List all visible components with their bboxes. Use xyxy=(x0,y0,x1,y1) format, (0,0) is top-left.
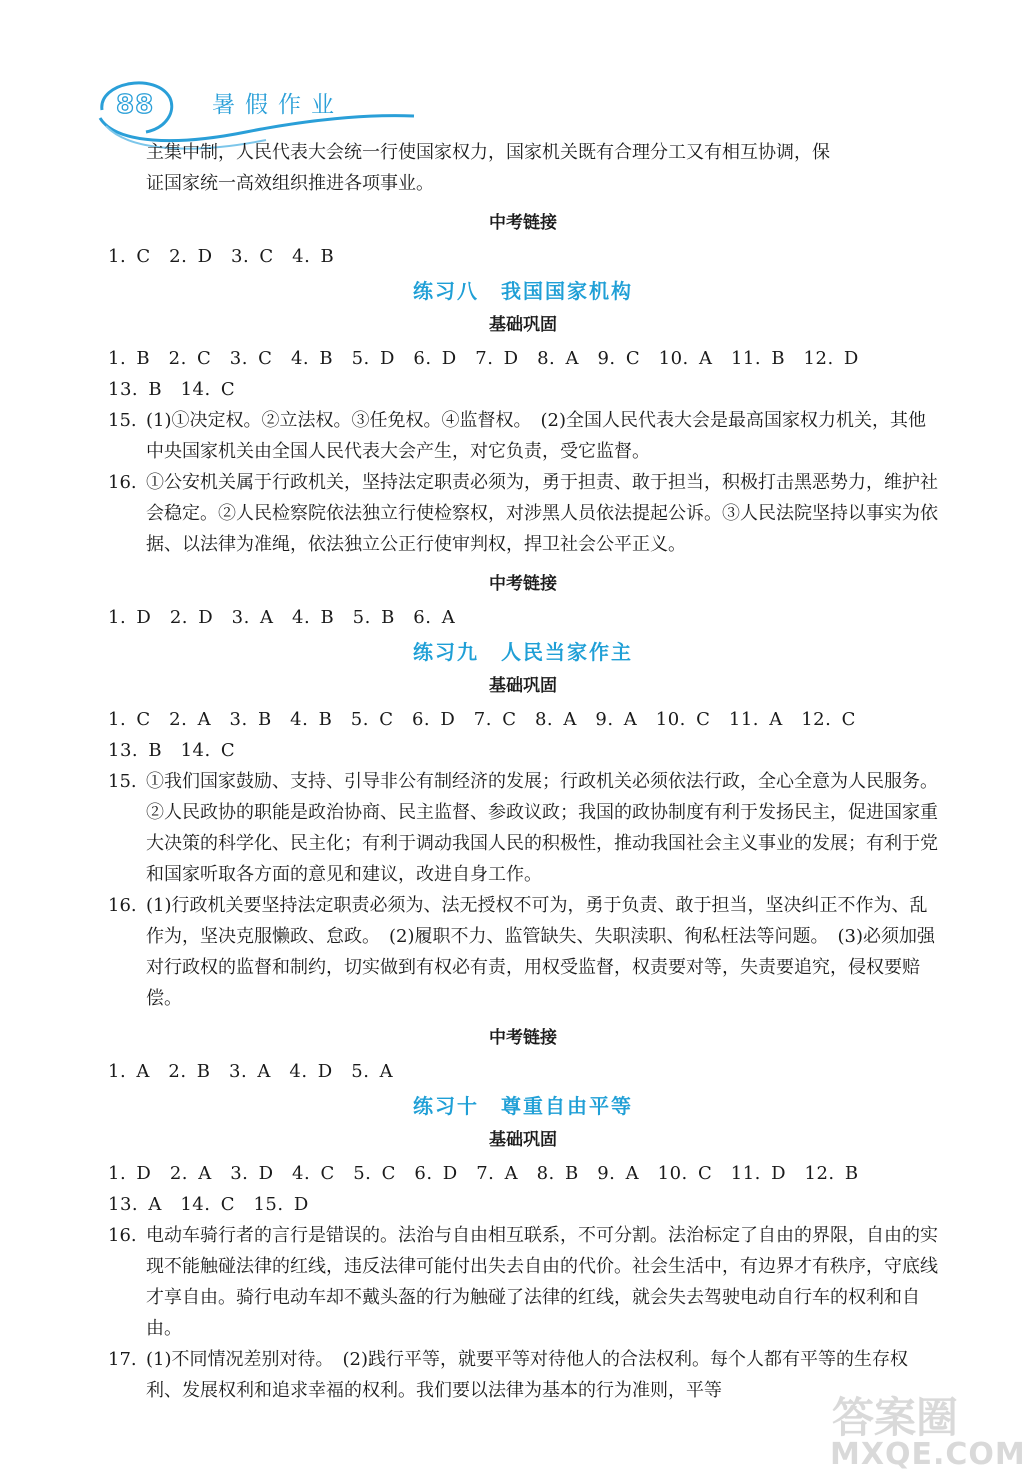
answer-row: 13. A 14. C 15. D xyxy=(108,1194,309,1215)
question-item xyxy=(108,405,938,467)
subsection-heading: 中考链接 xyxy=(489,1028,557,1048)
answer-content xyxy=(108,137,938,1406)
subsection-heading: 中考链接 xyxy=(489,213,557,233)
question-item xyxy=(108,1344,938,1406)
question-item xyxy=(108,467,938,560)
answer-row: 1. D 2. A 3. D 4. C 5. C 6. D 7. A 8. B 9. A 10. C 11. D 12. B xyxy=(108,1163,859,1184)
section-title: 练习九 人民当家作主 xyxy=(413,640,633,664)
subsection-heading: 基础巩固 xyxy=(489,315,557,335)
answer-row: 13. B 14. C xyxy=(108,379,236,400)
book-title: 暑假作业 xyxy=(212,92,344,118)
question-answer: (1)不同情况差别对待。 (2)践行平等，就要平等对待他人的合法权利。每个人都有平等的生存权利、发展权利和追求幸福的权利。我们要以法律为基本的行为准则，平等 xyxy=(146,1349,908,1401)
question-item xyxy=(108,890,938,1014)
watermark-cn: 答案圈 xyxy=(832,1393,959,1442)
question-answer: 电动车骑行者的言行是错误的。法治与自由相互联系，不可分割。法治标定了自由的界限，自由的实现不能触碰法律的红线，违反法律可能付出失去自由的代价。社会生活中，有边界才有秩序，守底线才享自由。骑行电动车却不戴头盔的行为触碰了法律的红线，就会失去驾驶电动自行车的权利和自由。 xyxy=(146,1225,938,1339)
question-item xyxy=(108,1220,938,1344)
answer-row: 13. B 14. C xyxy=(108,740,236,761)
subsection-heading: 中考链接 xyxy=(489,574,557,594)
question-number: 16. xyxy=(108,472,137,493)
subsection-heading: 基础巩固 xyxy=(489,1130,557,1150)
question-answer: ①公安机关属于行政机关，坚持法定职责必须为，勇于担责、敢于担当，积极打击黑恶势力，维护社会稳定。②人民检察院依法独立行使检察权，对涉黑人员依法提起公诉。③人民法院坚持以事实为依据、以法律为准绳，依法独立公正行使审判权，捍卫社会公平正义。 xyxy=(146,472,938,555)
answer-row: 1. A 2. B 3. A 4. D 5. A xyxy=(108,1061,394,1082)
intro-line: 主集中制，人民代表大会统一行使国家权力，国家机关既有合理分工又有相互协调，保 xyxy=(146,142,830,163)
answer-row: 1. B 2. C 3. C 4. B 5. D 6. D 7. D 8. A 9. C 10. A 11. B 12. D xyxy=(108,348,859,369)
answer-row: 1. D 2. D 3. A 4. B 5. B 6. A xyxy=(108,607,456,628)
section-title: 练习十 尊重自由平等 xyxy=(413,1094,633,1118)
question-number: 16. xyxy=(108,1225,137,1246)
watermark-url: MXQE.COM xyxy=(830,1437,1026,1472)
question-answer: ①我们国家鼓励、支持、引导非公有制经济的发展；行政机关必须依法行政，全心全意为人民服务。②人民政协的职能是政治协商、民主监督、参政议政；我国的政协制度有利于发扬民主，促进国家重大决策的科学化、民主化；有利于调动我国人民的积极性，推动我国社会主义事业的发展；有利于党和国家听取各方面的意见和建议，改进自身工作。 xyxy=(146,771,938,885)
watermark-logo xyxy=(820,1385,1026,1480)
question-number: 15. xyxy=(108,771,137,792)
answer-row: 1. C 2. A 3. B 4. B 5. C 6. D 7. C 8. A 9. A 10. C 11. A 12. C xyxy=(108,709,856,730)
answer-row: 1. C 2. D 3. C 4. B xyxy=(108,246,335,267)
question-answer: (1)①决定权。②立法权。③任免权。④监督权。 (2)全国人民代表大会是最高国家权力机关，其他中央国家机关由全国人民代表大会产生，对它负责，受它监督。 xyxy=(146,410,926,462)
page-number: 88 xyxy=(116,90,155,120)
question-item xyxy=(108,766,938,890)
intro-line: 证国家统一高效组织推进各项事业。 xyxy=(146,173,434,194)
section-title: 练习八 我国国家机构 xyxy=(413,279,633,303)
question-answer: (1)行政机关要坚持法定职责必须为、法无授权不可为，勇于负责、敢于担当，坚决纠正不作为、乱作为，坚决克服懒政、怠政。 (2)履职不力、监管缺失、失职渎职、徇私枉法等问题。 (3)必须加强对行政权的监督和制约，切实做到有权必有责，用权受监督，权责要对等，失责要追究，侵权要赔偿。 xyxy=(146,895,935,1009)
question-number: 15. xyxy=(108,410,137,431)
subsection-heading: 基础巩固 xyxy=(489,676,557,696)
question-number: 16. xyxy=(108,895,137,916)
question-number: 17. xyxy=(108,1349,137,1370)
